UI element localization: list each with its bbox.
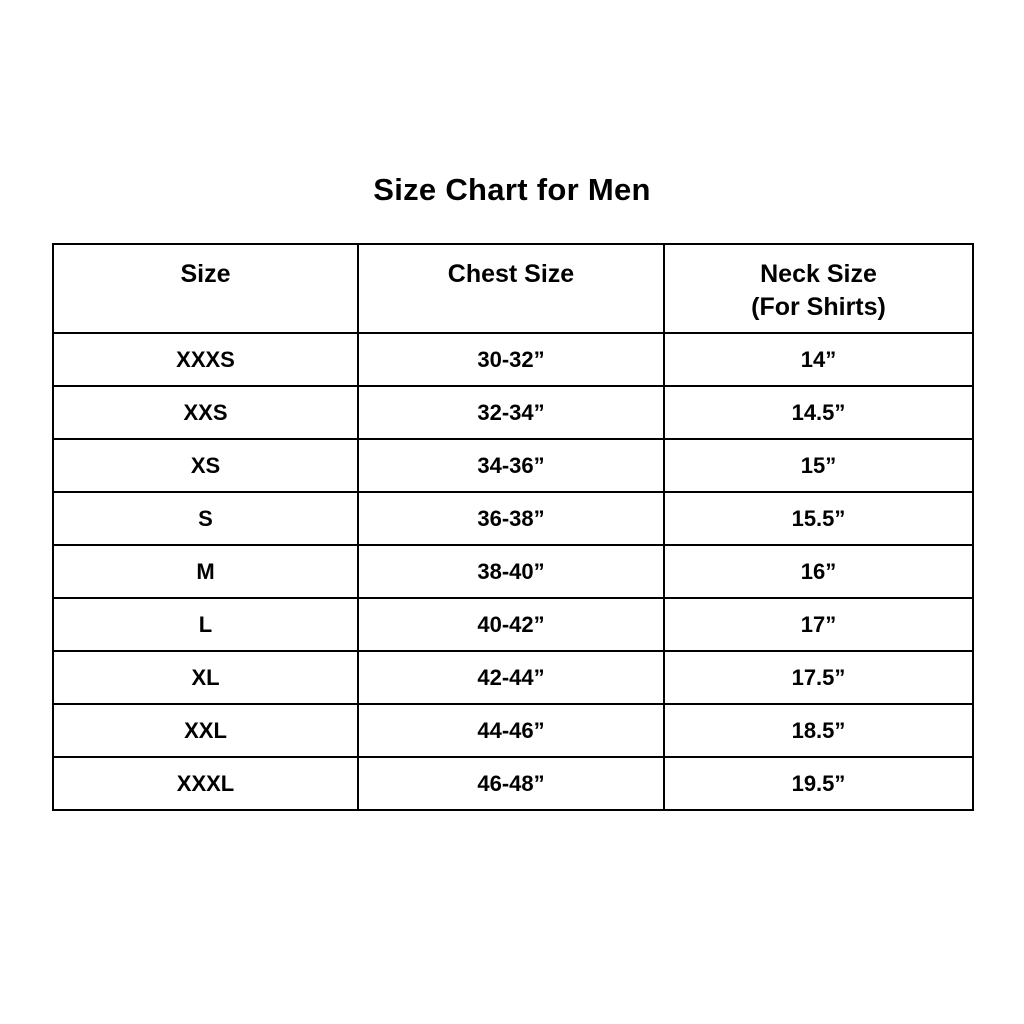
size-cell: S (53, 492, 358, 545)
size-cell: L (53, 598, 358, 651)
chest-size-cell: 38-40” (358, 545, 664, 598)
neck-size-cell: 15” (664, 439, 973, 492)
page-title: Size Chart for Men (373, 172, 651, 207)
chest-size-cell: 46-48” (358, 757, 664, 810)
table-row (53, 386, 973, 439)
size-cell: M (53, 545, 358, 598)
size-cell: XXL (53, 704, 358, 757)
chest-size-cell: 42-44” (358, 651, 664, 704)
chest-size-cell: 32-34” (358, 386, 664, 439)
table-row (53, 333, 973, 386)
size-cell: XXXS (53, 333, 358, 386)
size-cell: XXXL (53, 757, 358, 810)
column-header-neck-label-line2: (For Shirts) (751, 293, 886, 321)
size-chart-table (52, 243, 974, 811)
size-cell: XL (53, 651, 358, 704)
column-header-chest-size (358, 244, 664, 333)
column-header-chest-label: Chest Size (447, 260, 575, 288)
table-row (53, 492, 973, 545)
column-header-size (53, 244, 358, 333)
chest-size-cell: 36-38” (358, 492, 664, 545)
chest-size-cell: 44-46” (358, 704, 664, 757)
column-header-neck-size (664, 244, 973, 333)
table-row (53, 545, 973, 598)
table-row (53, 439, 973, 492)
neck-size-cell: 15.5” (664, 492, 973, 545)
table-row (53, 757, 973, 810)
neck-size-cell: 14.5” (664, 386, 973, 439)
table-header-row (53, 244, 973, 333)
column-header-size-label: Size (180, 260, 231, 288)
table-row (53, 651, 973, 704)
neck-size-cell: 19.5” (664, 757, 973, 810)
size-cell: XXS (53, 386, 358, 439)
table-row (53, 704, 973, 757)
chest-size-cell: 40-42” (358, 598, 664, 651)
neck-size-cell: 18.5” (664, 704, 973, 757)
chest-size-cell: 34-36” (358, 439, 664, 492)
table-row (53, 598, 973, 651)
neck-size-cell: 17.5” (664, 651, 973, 704)
size-cell: XS (53, 439, 358, 492)
chest-size-cell: 30-32” (358, 333, 664, 386)
neck-size-cell: 17” (664, 598, 973, 651)
column-header-neck-label-line1: Neck Size (760, 260, 877, 288)
neck-size-cell: 14” (664, 333, 973, 386)
neck-size-cell: 16” (664, 545, 973, 598)
